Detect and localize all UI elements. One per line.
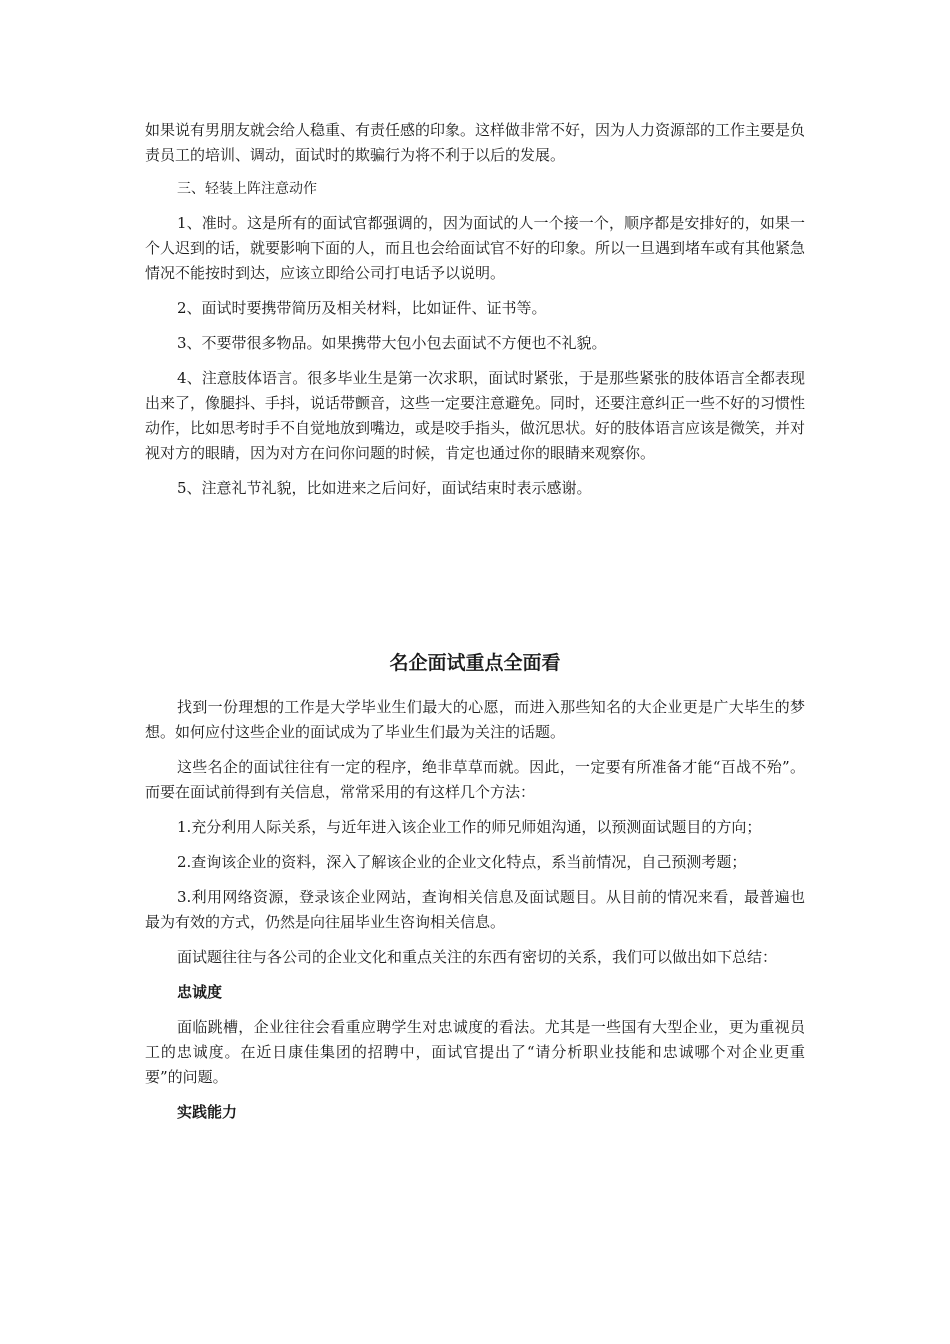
paragraph-2: 这些名企的面试往往有一定的程序，绝非草草而就。因此，一定要有所准备才能“百战不殆”。而要在面试前得到有关信息，常常采用的有这样几个方法： — [145, 758, 805, 801]
paragraph-loyalty: 面临跳槽，企业往往会看重应聘学生对忠诚度的看法。尤其是一些国有大型企业，更为重视员工的忠诚度。在近日康佳集团的招聘中，面试官提出了“请分析职业技能和忠诚哪个对企业更重要”的问题。 — [145, 1018, 805, 1086]
method-item-1: 1.充分利用人际关系，与近年进入该企业工作的师兄师姐沟通，以预测面试题目的方向； — [177, 818, 762, 836]
paragraph-3: 面试题往往与各公司的企业文化和重点关注的东西有密切的关系，我们可以做出如下总结： — [177, 948, 778, 966]
method-item-3: 3.利用网络资源，登录该企业网站，查询相关信息及面试题目。从目前的情况来看，最普遍也最为有效的方式，仍然是向往届毕业生咨询相关信息。 — [145, 888, 805, 931]
heading-loyalty: 忠诚度 — [177, 983, 223, 1001]
paragraph-intro: 如果说有男朋友就会给人稳重、有责任感的印象。这样做非常不好，因为人力资源部的工作主要是负责员工的培训、调动，面试时的欺骗行为将不利于以后的发展。 — [145, 121, 806, 164]
list-item-1: 1、准时。这是所有的面试官都强调的，因为面试的人一个接一个，顺序都是安排好的，如果一个人迟到的话，就要影响下面的人，而且也会给面试官不好的印象。所以一旦遇到堵车或有其他紧急情况不能按时到达，应该立即给公司打电话予以说明。 — [145, 214, 806, 282]
method-item-2: 2.查询该企业的资料，深入了解该企业的企业文化特点，系当前情况，自己预测考题； — [177, 853, 747, 871]
paragraph-1: 找到一份理想的工作是大学毕业生们最大的心愿，而进入那些知名的大企业更是广大毕生的梦想。如何应付这些企业的面试成为了毕业生们最为关注的话题。 — [145, 698, 805, 741]
list-item-4: 4、注意肢体语言。很多毕业生是第一次求职，面试时紧张，于是那些紧张的肢体语言全都表现出来了，像腿抖、手抖，说话带颤音，这些一定要注意避免。同时，还要注意纠正一些不好的习惯性动作，比如思考时手不自觉地放到嘴边，或是咬手指头，做沉思状。好的肢体语言应该是微笑，并对视对方的眼睛，因为对方在问你问题的时候，肯定也通过你的眼睛来观察你。 — [145, 369, 806, 462]
list-item-2: 2、面试时要携带简历及相关材料，比如证件、证书等。 — [177, 299, 547, 317]
section-heading-three: 三、轻装上阵注意动作 — [177, 181, 317, 197]
document-page — [145, 118, 805, 1125]
list-item-3: 3、不要带很多物品。如果携带大包小包去面试不方便也不礼貌。 — [177, 334, 607, 352]
list-item-5: 5、注意礼节礼貌，比如进来之后问好，面试结束时表示感谢。 — [177, 479, 592, 497]
heading-practice: 实践能力 — [177, 1103, 238, 1121]
article-title: 名企面试重点全面看 — [389, 652, 561, 674]
